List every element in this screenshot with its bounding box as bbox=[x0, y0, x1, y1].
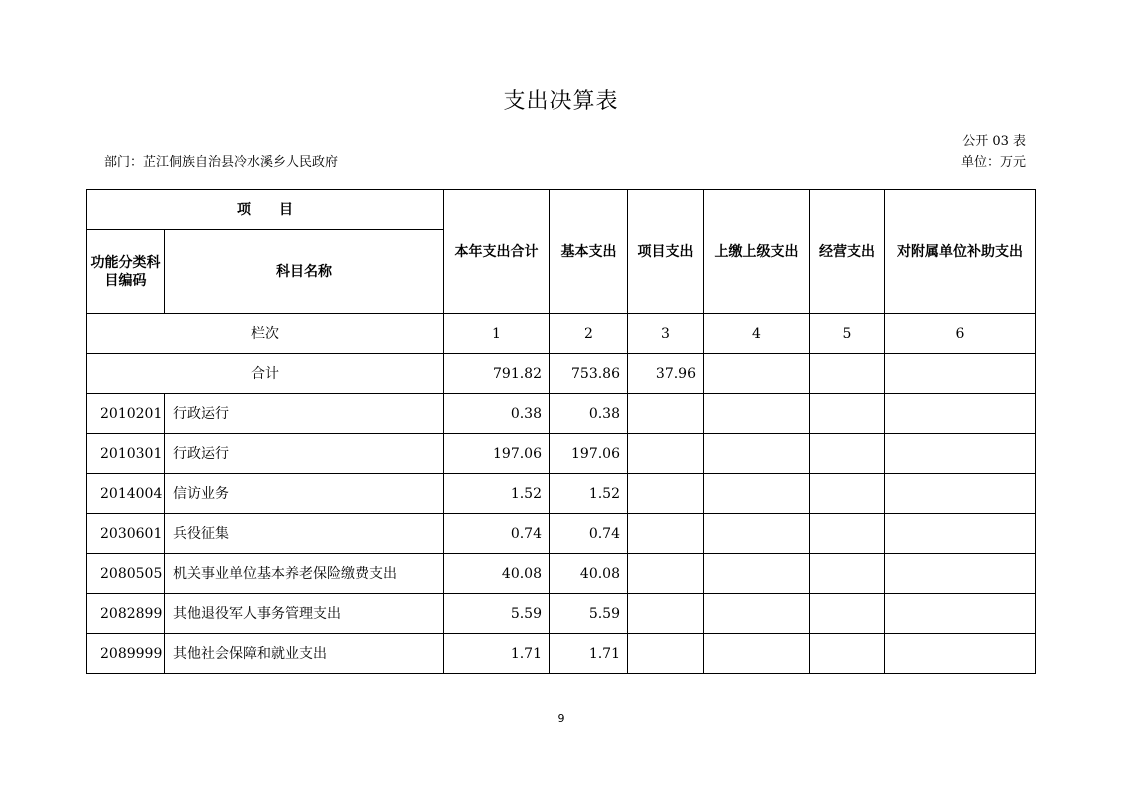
header-col-total: 本年支出合计 bbox=[444, 190, 550, 314]
value-cell bbox=[885, 514, 1036, 554]
value-cell bbox=[810, 394, 885, 434]
subject-name-cell: 机关事业单位基本养老保险缴费支出 bbox=[165, 554, 444, 594]
value-cell: 197.06 bbox=[444, 434, 550, 474]
table-row bbox=[87, 554, 1036, 594]
total-cell bbox=[704, 354, 810, 394]
value-cell bbox=[628, 594, 704, 634]
value-cell bbox=[810, 634, 885, 674]
value-cell bbox=[704, 394, 810, 434]
func-code-cell: 2080505 bbox=[87, 554, 165, 594]
department-label: 部门：芷江侗族自治县冷水溪乡人民政府 bbox=[104, 155, 339, 170]
header-subject-name: 科目名称 bbox=[165, 230, 444, 314]
value-cell bbox=[885, 554, 1036, 594]
table-row bbox=[87, 514, 1036, 554]
func-code-cell: 2010201 bbox=[87, 394, 165, 434]
header-col-remit-superior: 上缴上级支出 bbox=[704, 190, 810, 314]
header-col-basic: 基本支出 bbox=[550, 190, 628, 314]
value-cell bbox=[810, 514, 885, 554]
func-code-cell: 2082899 bbox=[87, 594, 165, 634]
table-row bbox=[87, 594, 1036, 634]
subject-name-cell: 兵役征集 bbox=[165, 514, 444, 554]
func-code-cell: 2089999 bbox=[87, 634, 165, 674]
value-cell bbox=[885, 394, 1036, 434]
table-row bbox=[87, 434, 1036, 474]
value-cell: 40.08 bbox=[550, 554, 628, 594]
total-cell: 37.96 bbox=[628, 354, 704, 394]
value-cell bbox=[885, 634, 1036, 674]
page-title: 支出决算表 bbox=[503, 89, 619, 114]
value-cell: 0.74 bbox=[444, 514, 550, 554]
value-cell: 1.71 bbox=[444, 634, 550, 674]
total-cell: 753.86 bbox=[550, 354, 628, 394]
value-cell bbox=[810, 554, 885, 594]
value-cell: 40.08 bbox=[444, 554, 550, 594]
value-cell: 0.38 bbox=[444, 394, 550, 434]
header-col-operating: 经营支出 bbox=[810, 190, 885, 314]
func-code-cell: 2030601 bbox=[87, 514, 165, 554]
subject-name-cell: 其他社会保障和就业支出 bbox=[165, 634, 444, 674]
func-code-cell: 2010301 bbox=[87, 434, 165, 474]
subject-name-cell: 其他退役军人事务管理支出 bbox=[165, 594, 444, 634]
total-cell bbox=[885, 354, 1036, 394]
value-cell bbox=[628, 474, 704, 514]
value-cell bbox=[810, 594, 885, 634]
expenditure-table bbox=[86, 189, 1036, 674]
value-cell bbox=[704, 474, 810, 514]
value-cell: 197.06 bbox=[550, 434, 628, 474]
value-cell bbox=[704, 554, 810, 594]
value-cell bbox=[704, 434, 810, 474]
header-col-subsidiary-subsidy: 对附属单位补助支出 bbox=[885, 190, 1036, 314]
form-number: 公开 03 表 bbox=[962, 134, 1026, 149]
total-label: 合计 bbox=[87, 354, 444, 394]
value-cell bbox=[810, 434, 885, 474]
value-cell: 1.52 bbox=[444, 474, 550, 514]
table-row bbox=[87, 394, 1036, 434]
func-code-cell: 2014004 bbox=[87, 474, 165, 514]
total-cell bbox=[810, 354, 885, 394]
value-cell bbox=[885, 434, 1036, 474]
column-index-cell: 5 bbox=[810, 314, 885, 354]
subject-name-cell: 行政运行 bbox=[165, 394, 444, 434]
value-cell bbox=[704, 514, 810, 554]
value-cell: 1.52 bbox=[550, 474, 628, 514]
value-cell bbox=[628, 514, 704, 554]
total-cell: 791.82 bbox=[444, 354, 550, 394]
total-row bbox=[87, 354, 1036, 394]
header-col-project: 项目支出 bbox=[628, 190, 704, 314]
column-index-cell: 3 bbox=[628, 314, 704, 354]
column-index-cell: 1 bbox=[444, 314, 550, 354]
value-cell bbox=[628, 634, 704, 674]
subject-name-cell: 行政运行 bbox=[165, 434, 444, 474]
value-cell: 5.59 bbox=[550, 594, 628, 634]
column-index-cell: 6 bbox=[885, 314, 1036, 354]
value-cell bbox=[810, 474, 885, 514]
column-index-cell: 2 bbox=[550, 314, 628, 354]
value-cell bbox=[628, 434, 704, 474]
table-row bbox=[87, 474, 1036, 514]
value-cell bbox=[628, 554, 704, 594]
value-cell: 5.59 bbox=[444, 594, 550, 634]
value-cell: 0.38 bbox=[550, 394, 628, 434]
page-number: 9 bbox=[557, 712, 565, 725]
column-index-cell: 4 bbox=[704, 314, 810, 354]
header-func-code: 功能分类科目编码 bbox=[87, 230, 165, 314]
column-index-label: 栏次 bbox=[87, 314, 444, 354]
header-item: 项 目 bbox=[87, 190, 444, 230]
value-cell bbox=[885, 594, 1036, 634]
value-cell bbox=[704, 634, 810, 674]
table-row bbox=[87, 634, 1036, 674]
subject-name-cell: 信访业务 bbox=[165, 474, 444, 514]
value-cell: 1.71 bbox=[550, 634, 628, 674]
value-cell bbox=[885, 474, 1036, 514]
value-cell: 0.74 bbox=[550, 514, 628, 554]
unit-label: 单位：万元 bbox=[960, 155, 1026, 170]
value-cell bbox=[628, 394, 704, 434]
value-cell bbox=[704, 594, 810, 634]
